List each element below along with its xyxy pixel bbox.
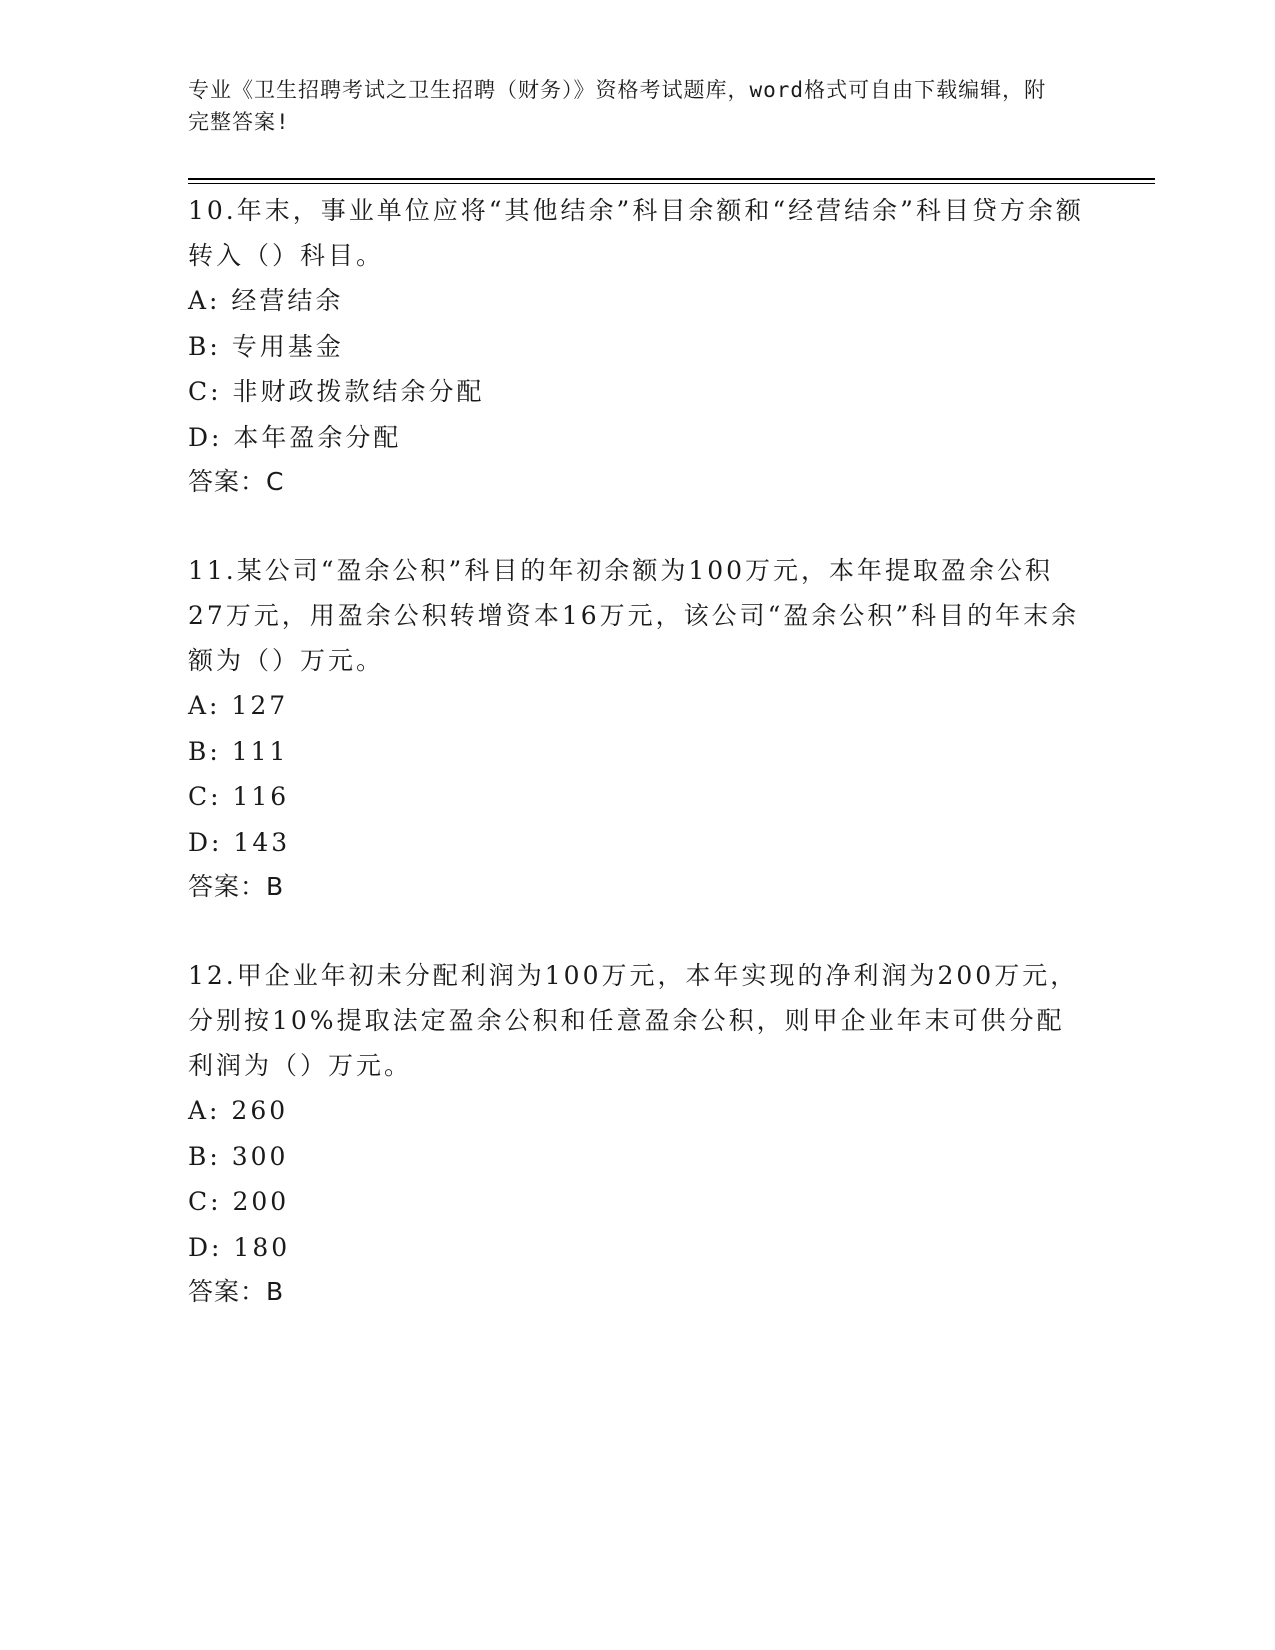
option-b: B: 专用基金 xyxy=(188,331,344,361)
option-d: D: 本年盈余分配 xyxy=(188,422,402,452)
option-a: A: 127 xyxy=(188,691,289,720)
option-a: A: 260 xyxy=(188,1096,289,1125)
answer: 答案：B xyxy=(188,1277,285,1306)
question-stem: 11.某公司“盈余公积”科目的年初余额为100万元，本年提取盈余公积27万元，用盈余公积转增资本16万元，该公司“盈余公积”科目的年末余额为（）万元。 xyxy=(188,556,1080,675)
option-d: D: 143 xyxy=(188,827,291,857)
option-a: A: 经营结余 xyxy=(188,286,344,315)
header-note: 专业《卫生招聘考试之卫生招聘（财务）》资格考试题库，word格式可自由下载编辑，附完整答案! xyxy=(188,78,1047,134)
option-c: C: 200 xyxy=(188,1187,290,1216)
header-divider-thick xyxy=(188,178,1155,180)
question-11 xyxy=(188,548,1088,909)
answer: 答案：C xyxy=(188,467,285,496)
option-c: C: 116 xyxy=(188,782,290,811)
option-b: B: 300 xyxy=(188,1141,289,1171)
answer: 答案：B xyxy=(188,872,285,901)
question-list xyxy=(188,188,1088,1358)
option-c: C: 非财政拨款结余分配 xyxy=(188,377,485,406)
option-d: D: 180 xyxy=(188,1232,291,1262)
header-divider-thin xyxy=(188,183,1155,184)
question-10 xyxy=(188,188,1088,504)
option-b: B: 111 xyxy=(188,736,289,766)
question-stem: 12.甲企业年初未分配利润为100万元，本年实现的净利润为200万元，分别按10%提取法定盈余公积和任意盈余公积，则甲企业年末可供分配利润为（）万元。 xyxy=(188,961,1079,1080)
question-stem: 10.年末，事业单位应将“其他结余”科目余额和“经营结余”科目贷方余额转入（）科目。 xyxy=(188,196,1084,270)
question-12 xyxy=(188,953,1088,1314)
